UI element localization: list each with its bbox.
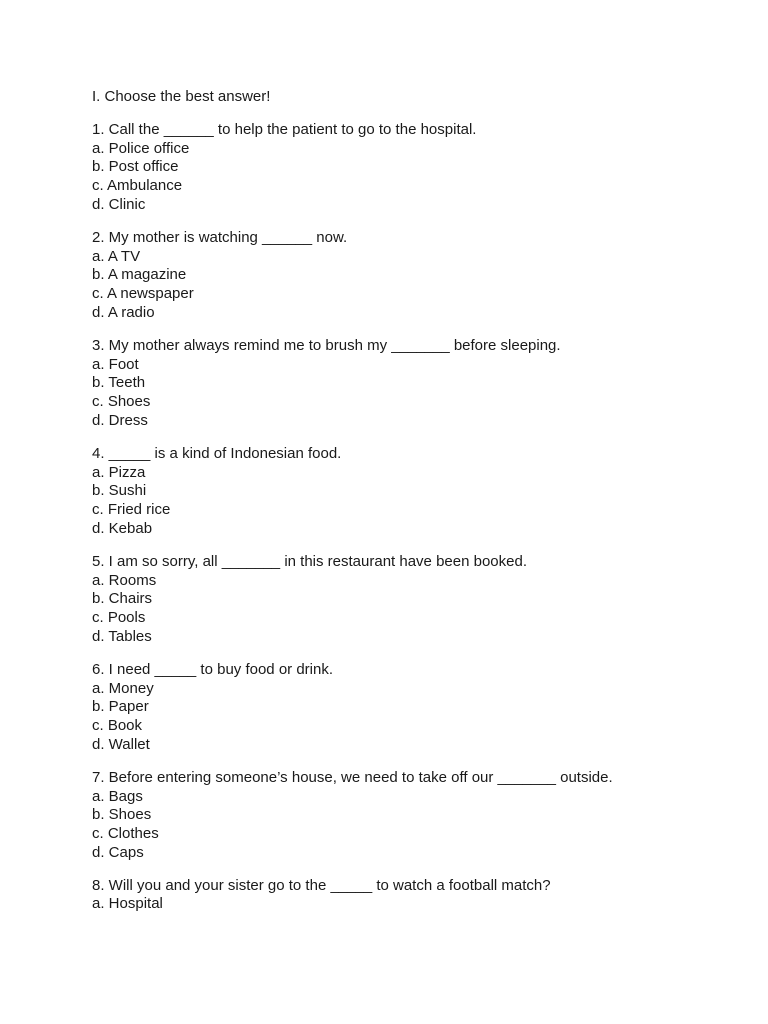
answer-options [92,464,652,539]
answer-option: a. Police office [92,139,190,157]
answer-option: a. Bags [92,787,143,805]
question-text: 8. Will you and your sister go to the _____ to watch a football match? [92,876,551,894]
question-6 [92,661,652,755]
answer-options [92,788,652,863]
question-text: 6. I need _____ to buy food or drink. [92,660,334,678]
answer-option: b. Chairs [92,590,153,608]
question-3 [92,337,652,431]
answer-option: b. Paper [92,698,149,716]
answer-options [92,895,652,914]
answer-option: c. Fried rice [92,501,171,519]
answer-option: b. Sushi [92,482,147,500]
answer-option: d. Wallet [92,735,150,753]
answer-option: b. Post office [92,158,179,176]
worksheet-heading: I. Choose the best answer! [92,88,271,105]
answer-option: a. Money [92,679,154,697]
answer-option: a. Rooms [92,571,157,589]
answer-option: d. Kebab [92,519,153,537]
question-4 [92,445,652,539]
answer-option: b. Shoes [92,806,152,824]
question-text: 3. My mother always remind me to brush my _______ before sleeping. [92,336,561,354]
answer-option: d. Clinic [92,195,146,213]
answer-option: b. A magazine [92,266,187,284]
answer-options [92,140,652,215]
question-text: 4. _____ is a kind of Indonesian food. [92,444,342,462]
question-7 [92,769,652,863]
question-2 [92,229,652,323]
answer-option: d. Dress [92,411,148,429]
worksheet-content [92,88,652,928]
answer-option: a. Pizza [92,463,146,481]
question-text: 1. Call the ______ to help the patient to go to the hospital. [92,120,477,138]
answer-option: a. A TV [92,247,141,265]
question-8 [92,877,652,915]
answer-option: c. Shoes [92,393,151,411]
answer-option: d. Caps [92,843,144,861]
answer-options [92,680,652,755]
answer-option: b. Teeth [92,374,146,392]
answer-option: c. Ambulance [92,177,183,195]
question-text: 7. Before entering someone’s house, we need to take off our _______ outside. [92,768,613,786]
answer-option: c. A newspaper [92,285,194,303]
answer-option: a. Hospital [92,895,163,913]
question-1 [92,121,652,215]
question-list [92,121,652,914]
question-text: 2. My mother is watching ______ now. [92,228,348,246]
answer-options [92,248,652,323]
answer-option: d. Tables [92,627,152,645]
answer-option: c. Pools [92,609,146,627]
question-text: 5. I am so sorry, all _______ in this restaurant have been booked. [92,552,527,570]
answer-options [92,356,652,431]
answer-option: c. Clothes [92,825,159,843]
answer-option: d. A radio [92,303,155,321]
answer-options [92,572,652,647]
question-5 [92,553,652,647]
answer-option: a. Foot [92,355,139,373]
answer-option: c. Book [92,717,143,735]
